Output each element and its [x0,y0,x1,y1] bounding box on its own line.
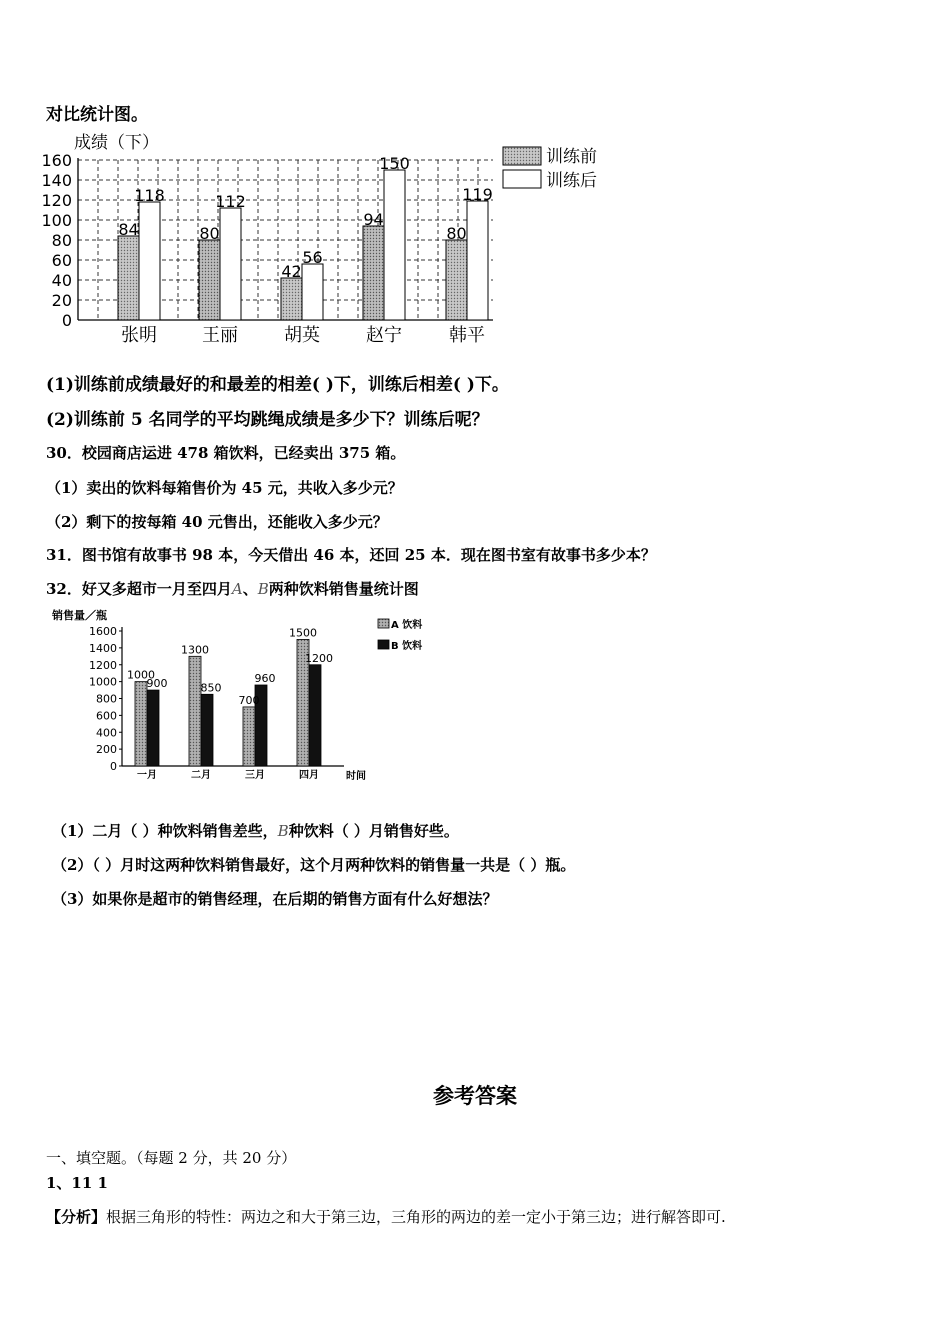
answers-title: 参考答案 [433,1083,517,1108]
legend-swatch-b [378,640,389,649]
legend-swatch-before [503,147,541,165]
category-label: 胡英 [284,325,320,346]
bar-a-2 [189,656,201,766]
q32-stem-a: A [231,580,243,598]
y-tick-label: 1600 [89,625,117,638]
y-tick-label: 1400 [89,641,117,655]
q30-stem: 30．校园商店运进 478 箱饮料，已经卖出 375 箱。 [46,444,406,462]
value-label-before: 80 [446,224,467,243]
y-tick-label: 40 [51,271,72,290]
value-label-after: 112 [215,192,246,211]
bar-before-4 [363,226,384,320]
answers-item1: 1、11 1 [46,1174,108,1192]
y-tick-label: 80 [51,231,72,250]
value-label-a: 700 [238,693,260,707]
q32-stem-b: B [257,580,269,598]
y-tick-label: 60 [51,251,72,270]
value-label-b: 1200 [305,651,333,665]
q32-part3: （3）如果你是超市的销售经理，在后期的销售方面有什么好想法？ [52,890,498,908]
bar-before-5 [446,240,467,320]
q32-part1 [52,820,459,841]
q29-part2: (2)训练前 5 名同学的平均跳绳成绩是多少下？训练后呢？ [46,410,489,430]
q32-stem-mid: 、 [242,580,258,598]
legend-swatch-a [378,619,389,628]
y-tick-label: 100 [41,211,72,230]
y-tick-label: 1000 [89,675,117,689]
bar-after-5 [467,201,488,320]
value-label-before: 84 [118,220,139,239]
category-label: 三月 [245,770,265,781]
value-label-after: 119 [462,185,493,204]
q32-part1-b: B [277,822,289,840]
legend-label-before: 训练前 [546,147,597,167]
chart2-bars [135,639,321,766]
value-label-a: 1500 [289,626,317,640]
y-tick-label: 1200 [89,658,117,672]
value-label-b: 850 [200,681,222,695]
bar-before-1 [118,236,139,320]
intro-text: 对比统计图。 [46,105,148,125]
chart1-bars [118,170,488,320]
y-tick-label: 200 [96,743,117,757]
value-label-b: 960 [254,672,276,685]
y-tick-label: 600 [96,709,117,723]
bar-before-3 [281,278,302,320]
chart1-legend [503,147,597,191]
legend-label-a: A 饮料 [391,620,423,631]
category-label: 赵宁 [366,325,402,346]
training-comparison-chart [0,125,640,355]
chart1-y-axis-label: 成绩（下） [74,133,159,153]
legend-swatch-after [503,170,541,188]
bar-a-1 [135,682,147,766]
q32-part2: （2）（ ）月时这两种饮料销售最好，这个月两种饮料的销售量一共是（ ）瓶。 [52,856,576,874]
q30-part2: （2）剩下的按每箱 40 元售出，还能收入多少元？ [46,513,388,531]
chart2-y-axis-label: 销售量／瓶 [52,609,107,622]
bar-after-2 [220,208,241,320]
answers-section1: 一、填空题。（每题 2 分，共 20 分） [46,1149,297,1167]
bar-after-1 [139,202,160,320]
q31-stem: 31．图书馆有故事书 98 本，今天借出 46 本，还回 25 本．现在图书室有故事书多少本？ [46,546,656,564]
q32-part1-post: 种饮料（ ）月销售好些。 [288,822,459,840]
y-tick-label: 140 [41,171,72,190]
category-label: 韩平 [449,325,485,346]
y-tick-label: 0 [61,311,72,330]
analysis-label: 【分析】 [46,1208,107,1226]
value-label-before: 42 [281,262,302,281]
value-label-a: 1000 [127,668,155,682]
value-label-after: 150 [379,154,410,173]
q30-part1: （1）卖出的饮料每箱售价为 45 元，共收入多少元？ [46,479,403,497]
q29-part1: (1)训练前成绩最好的和最差的相差( )下，训练后相差( )下。 [46,375,509,395]
value-label-after: 56 [302,248,323,267]
category-label: 王丽 [202,325,238,346]
answers-analysis [46,1206,726,1227]
legend-label-after: 训练后 [546,171,597,191]
y-tick-label: 400 [96,726,117,740]
chart2-legend [378,618,422,652]
y-tick-label: 20 [51,291,72,310]
value-label-before: 94 [363,210,384,229]
beverage-sales-chart [0,605,460,790]
bar-after-3 [302,264,323,320]
y-tick-label: 120 [41,191,72,210]
value-label-after: 118 [134,186,165,205]
bar-b-1 [147,690,159,766]
value-label-before: 80 [199,224,220,243]
q32-part1-pre: （1）二月（ ）种饮料销售差些， [52,822,278,840]
q32-stem-post: 两种饮料销售量统计图 [268,580,419,598]
bar-before-2 [199,240,220,320]
category-label: 张明 [121,325,157,346]
q32-stem [46,578,419,599]
chart2-x-axis-label: 时间 [346,771,366,782]
legend-label-b: B 饮料 [391,641,423,652]
category-label: 一月 [137,770,157,781]
value-label-b: 900 [146,677,168,691]
category-label: 四月 [299,770,319,781]
category-label: 二月 [191,770,211,781]
bar-a-3 [243,707,255,766]
y-tick-label: 800 [96,692,117,706]
q32-stem-pre: 32．好又多超市一月至四月 [46,580,232,598]
value-label-a: 1300 [181,643,209,657]
bar-b-4 [309,665,321,766]
bar-b-2 [201,694,213,766]
y-tick-label: 160 [41,151,72,170]
analysis-text: 根据三角形的特性：两边之和大于第三边，三角形的两边的差一定小于第三边；进行解答即可. [106,1208,726,1226]
y-tick-label: 0 [110,760,117,773]
bar-after-4 [384,170,405,320]
